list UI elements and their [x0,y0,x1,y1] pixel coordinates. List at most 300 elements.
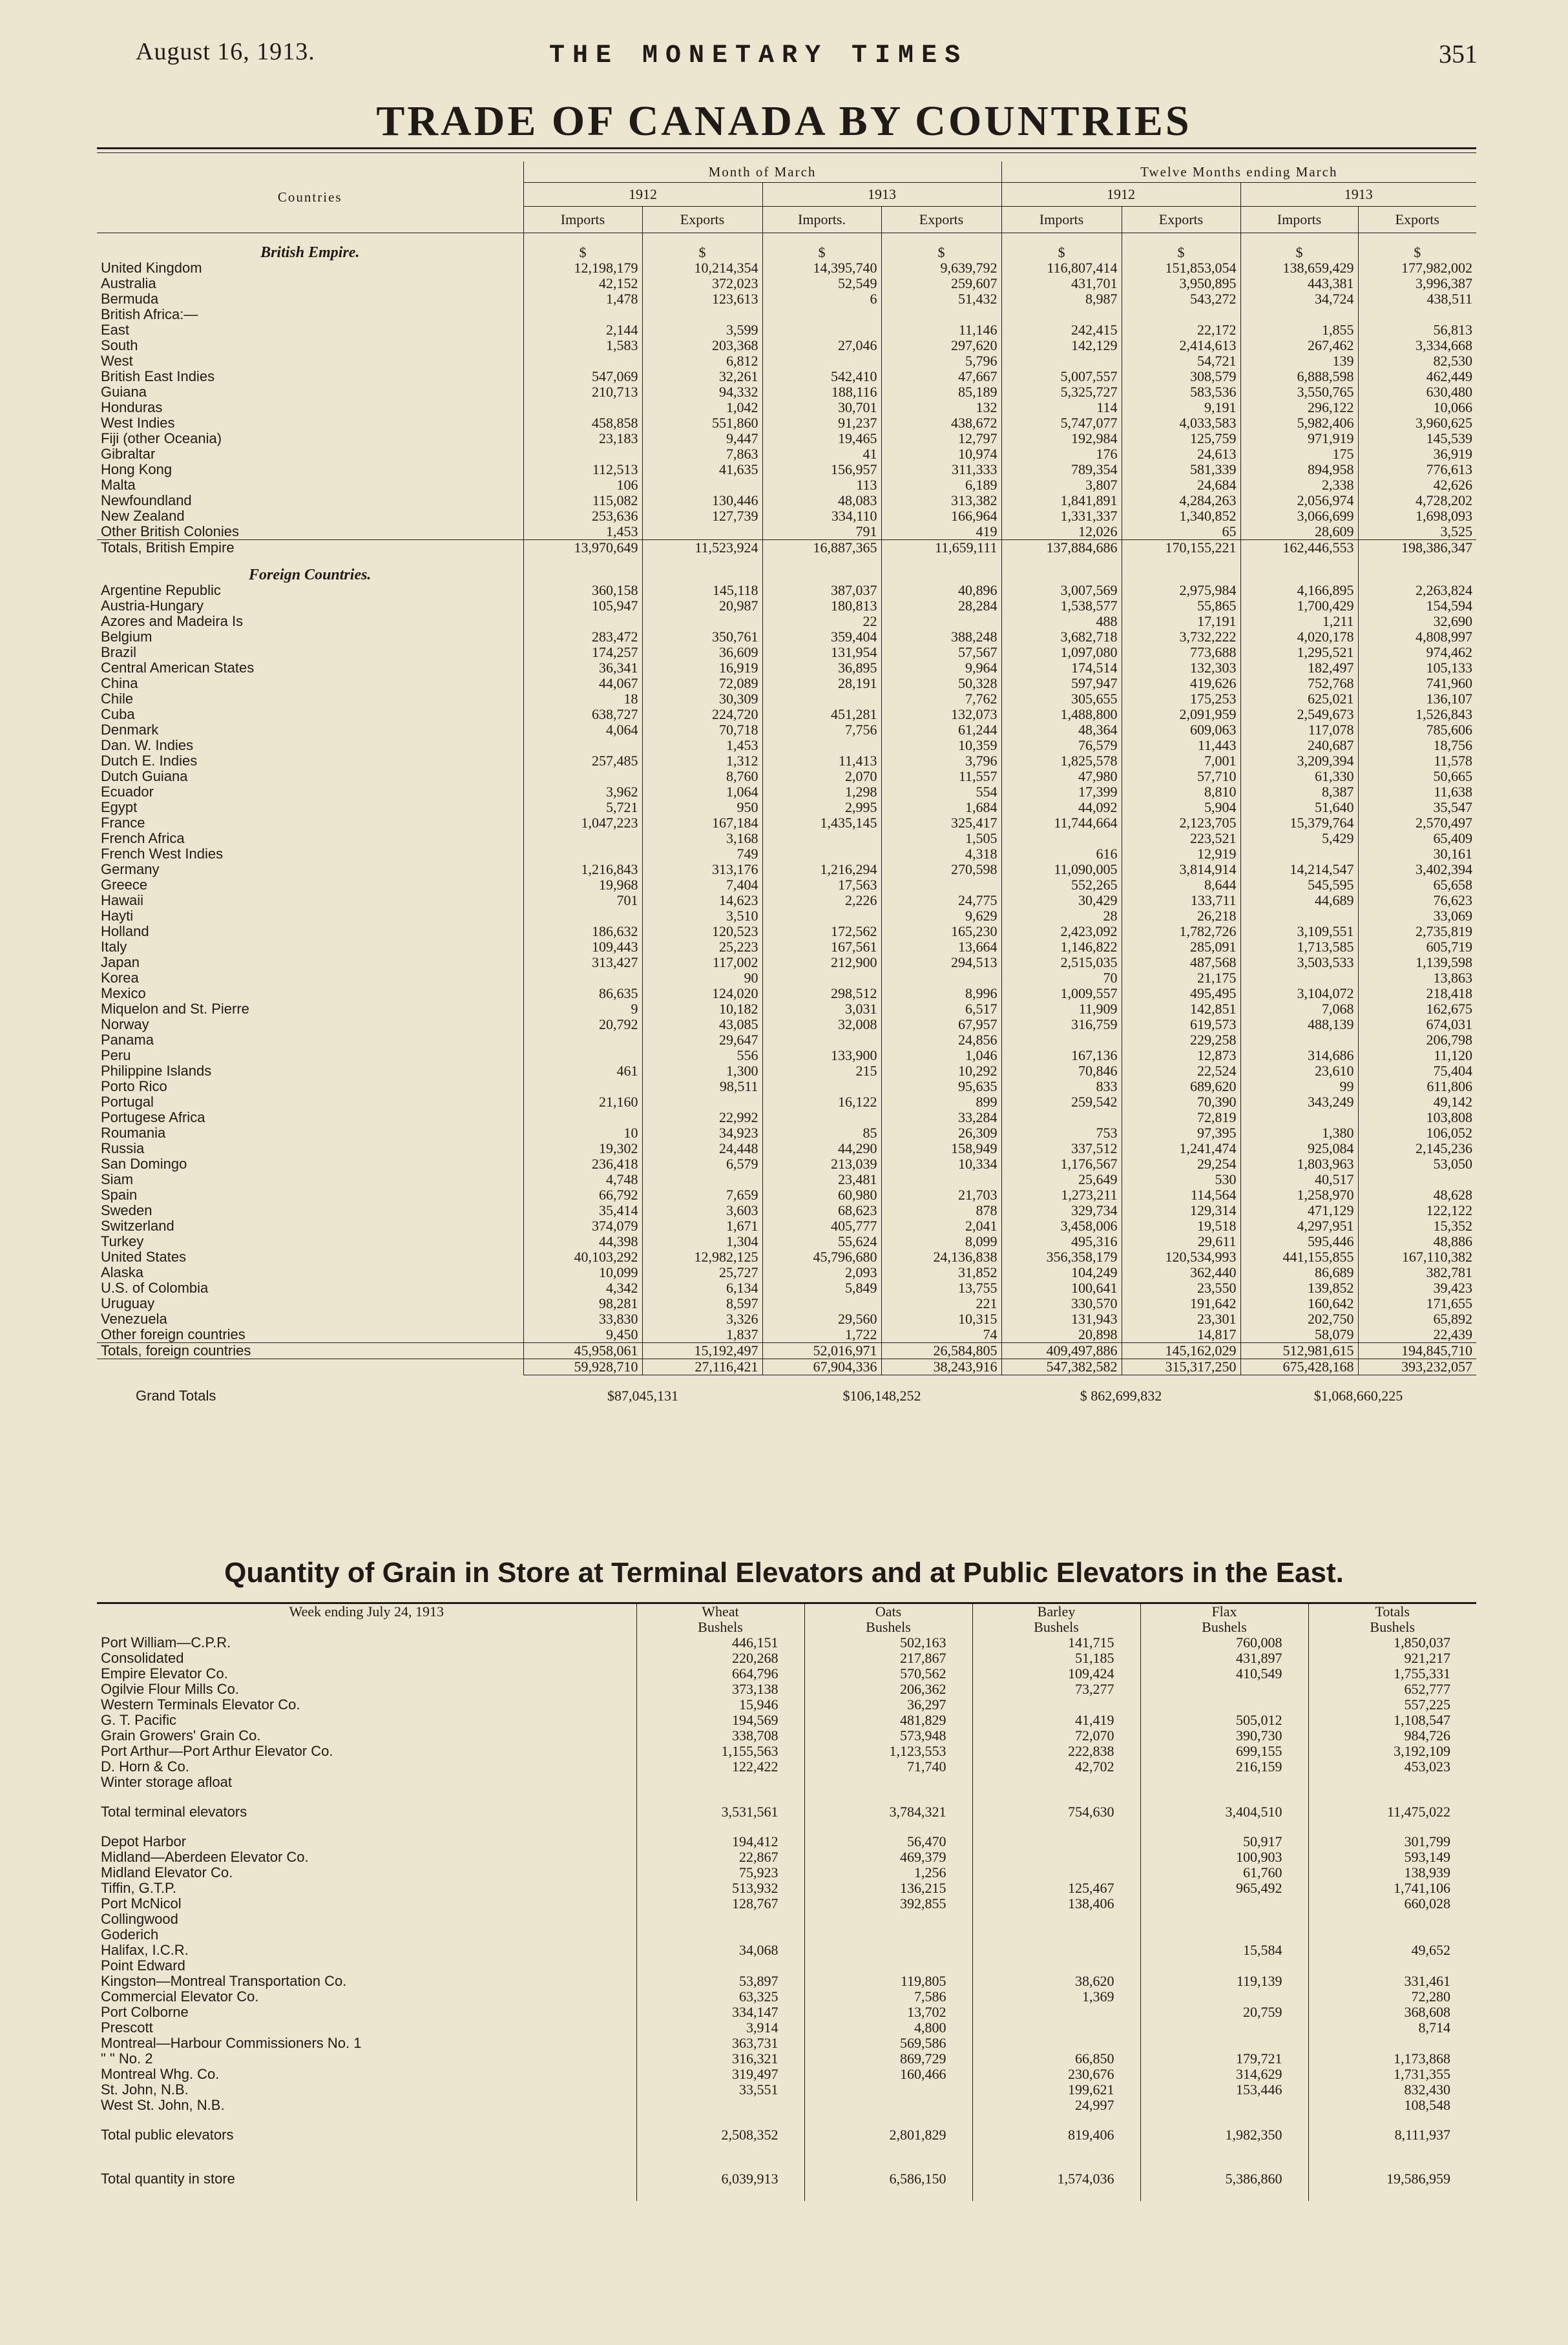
value-cell: 545,595 [1240,877,1358,893]
value-cell: 1,526,843 [1358,707,1476,722]
value-cell: 106,052 [1358,1125,1476,1141]
country-name: Dan. W. Indies [101,738,194,753]
value-cell: 1,176,567 [1001,1156,1122,1172]
value-cell: 4,748 [523,1172,642,1187]
country-name: Russia [101,1141,145,1156]
value-cell: 438,672 [881,415,1001,431]
value-cell [1001,353,1122,369]
value-cell: 625,021 [1240,691,1358,707]
value-cell: 202,750 [1240,1311,1358,1327]
table-row [97,276,1476,291]
value-cell: 7,001 [1122,753,1240,769]
value-cell: 313,427 [523,955,642,970]
table-row [97,598,1476,614]
country-name: West [101,353,133,369]
bushels-cell: 573,948 [804,1728,972,1744]
value-cell: 97,395 [1122,1125,1240,1141]
value-cell: 167,561 [762,939,881,955]
value-cell: 3,104,072 [1240,986,1358,1001]
value-cell: 30,701 [762,400,881,415]
bushels-cell: 217,867 [804,1651,972,1666]
value-cell: 74 [881,1327,1001,1343]
col-wheat: Wheat [636,1603,804,1620]
bushels-cell: 41,419 [972,1713,1140,1728]
bushels-cell [972,1850,1140,1865]
country-name: Newfoundland [101,493,192,508]
bushels-cell: 7,586 [804,1989,972,2005]
value-cell: 6,888,598 [1240,369,1358,384]
bushels-cell: 557,225 [1308,1697,1476,1713]
value-cell: 132,073 [881,707,1001,722]
table-row [97,955,1476,970]
value-cell: 47,980 [1001,769,1122,784]
value-cell: 15,379,764 [1240,815,1358,831]
value-cell: 28 [1001,908,1122,924]
value-cell: 61,330 [1240,769,1358,784]
value-cell: 495,495 [1122,986,1240,1001]
trade-title: TRADE OF CANADA BY COUNTRIES [376,98,1192,145]
table-row [97,508,1476,524]
value-cell: 55,624 [762,1234,881,1249]
elevator-name: Kingston—Montreal Transportation Co. [101,1974,347,1989]
table-row [97,1974,1476,1989]
value-cell: 285,091 [1122,939,1240,955]
table-row [97,524,1476,540]
value-cell: 362,440 [1122,1265,1240,1280]
value-cell: 2,123,705 [1122,815,1240,831]
value-cell: 8,644 [1122,877,1240,893]
table-row [97,676,1476,691]
value-cell [1122,307,1240,322]
value-cell: 611,806 [1358,1079,1476,1094]
value-cell: 3,326 [642,1311,762,1327]
country-name: Miquelon and St. Pierre [101,1001,249,1017]
value-cell: 1,273,211 [1001,1187,1122,1203]
subhead-exports: Exports [642,207,762,233]
value-cell: 54,721 [1122,353,1240,369]
elevator-name: Tiffin, G.T.P. [101,1881,176,1896]
value-cell: 1,538,577 [1001,598,1122,614]
bushels-cell [804,2098,972,2113]
table-row [97,1912,1476,1927]
value-cell [642,524,762,540]
table-row [97,691,1476,707]
value-cell [1240,1110,1358,1125]
elevator-name: Montreal—Harbour Commissioners No. 1 [101,2036,362,2051]
group-twelve: Twelve Months ending March [1001,162,1476,183]
value-cell: 176 [1001,446,1122,462]
value-cell: 7,068 [1240,1001,1358,1017]
value-cell [881,1172,1001,1187]
value-cell: 462,449 [1358,369,1476,384]
value-cell: 139,852 [1240,1280,1358,1296]
value-cell: 3,814,914 [1122,862,1240,877]
value-cell: 51,432 [881,291,1001,307]
bushels-cell: 4,800 [804,2020,972,2036]
bushels-cell [1140,1697,1308,1713]
value-cell: 1,713,585 [1240,939,1358,955]
bushels-cell: 513,932 [636,1881,804,1896]
value-cell: 1,700,429 [1240,598,1358,614]
value-cell: 40,103,292 [523,1249,642,1265]
country-name: Belgium [101,629,152,645]
table-row [97,1218,1476,1234]
value-cell: 419 [881,524,1001,540]
value-cell: 2,995 [762,800,881,815]
table-row [97,1203,1476,1218]
value-cell: 145,162,029 [1122,1343,1240,1359]
value-cell: 177,982,002 [1358,260,1476,276]
country-name: Hayti [101,908,134,924]
value-cell: 753 [1001,1125,1122,1141]
value-cell: 12,873 [1122,1048,1240,1063]
bushels-cell: 1,574,036 [972,2157,1140,2201]
value-cell: 171,655 [1358,1296,1476,1311]
country-name: French West Indies [101,846,224,862]
value-cell: 10,066 [1358,400,1476,415]
grand-total-value: $106,148,252 [762,1375,1001,1404]
value-cell: 1,841,891 [1001,493,1122,508]
table-row [97,1989,1476,2005]
value-cell [881,614,1001,629]
bushels-cell: 73,277 [972,1682,1140,1697]
value-cell: 487,568 [1122,955,1240,970]
bushels-cell: 569,586 [804,2036,972,2051]
value-cell: 229,258 [1122,1032,1240,1048]
value-cell: 29,254 [1122,1156,1240,1172]
value-cell: 10,182 [642,1001,762,1017]
value-cell: 103,808 [1358,1110,1476,1125]
table-row [97,2051,1476,2067]
bushels-cell [804,1927,972,1943]
value-cell: 28,191 [762,676,881,691]
bushels-cell [1140,1775,1308,1790]
value-cell: 325,417 [881,815,1001,831]
value-cell: 61,244 [881,722,1001,738]
country-name: San Domingo [101,1156,187,1172]
bushels-cell: 481,829 [804,1713,972,1728]
value-cell: 1,042 [642,400,762,415]
value-cell [762,970,881,986]
bushels-cell [1308,1958,1476,1974]
bushels-cell: 334,147 [636,2005,804,2020]
table-row [97,1927,1476,1943]
value-cell: 3,503,533 [1240,955,1358,970]
bushels-cell [972,2005,1140,2020]
value-cell: 925,084 [1240,1141,1358,1156]
bushels-cell: 2,508,352 [636,2113,804,2157]
value-cell: 9,191 [1122,400,1240,415]
value-cell: 298,512 [762,986,881,1001]
value-cell: 133,900 [762,1048,881,1063]
table-row [97,1280,1476,1296]
value-cell: 7,404 [642,877,762,893]
value-cell: 11,578 [1358,753,1476,769]
title-rule-thin [97,152,1476,153]
value-cell: 11,638 [1358,784,1476,800]
table-row [97,1958,1476,1974]
value-cell: 124,020 [642,986,762,1001]
value-cell: 1,331,337 [1001,508,1122,524]
value-cell: 1,453 [642,738,762,753]
value-cell: 29,560 [762,1311,881,1327]
currency-sign: $ [1240,233,1358,261]
value-cell: 8,387 [1240,784,1358,800]
value-cell: 34,724 [1240,291,1358,307]
value-cell [642,1172,762,1187]
grand-total-value: $1,068,660,225 [1240,1375,1476,1404]
value-cell: 23,550 [1122,1280,1240,1296]
country-name: Japan [101,955,140,970]
bushels-cell: 160,466 [804,2067,972,2082]
value-cell: 218,418 [1358,986,1476,1001]
country-name: Sweden [101,1203,152,1218]
table-row [97,1775,1476,1790]
value-cell: 48,364 [1001,722,1122,738]
value-cell: 40,896 [881,583,1001,598]
value-cell: 311,333 [881,462,1001,477]
bushels-cell: 1,123,553 [804,1744,972,1759]
value-cell [762,1079,881,1094]
bushels-cell: 453,023 [1308,1759,1476,1775]
bushels-cell: 22,867 [636,1850,804,1865]
value-cell: 100,641 [1001,1280,1122,1296]
value-cell: 151,853,054 [1122,260,1240,276]
value-cell: 85,189 [881,384,1001,400]
country-name: Spain [101,1187,138,1203]
value-cell: 60,980 [762,1187,881,1203]
country-name: United Kingdom [101,260,202,276]
bushels-cell: 1,173,868 [1308,2051,1476,2067]
table-row [97,1296,1476,1311]
value-cell: 27,046 [762,338,881,353]
value-cell: 11,659,111 [881,540,1001,556]
value-cell: 154,594 [1358,598,1476,614]
value-cell: 22,172 [1122,322,1240,338]
table-row [97,707,1476,722]
bushels-cell [804,1958,972,1974]
value-cell: 16,122 [762,1094,881,1110]
value-cell: 224,720 [642,707,762,722]
value-cell: 48,083 [762,493,881,508]
value-cell: 172,562 [762,924,881,939]
value-cell: 4,318 [881,846,1001,862]
value-cell: 6,812 [642,353,762,369]
value-cell: 30,309 [642,691,762,707]
value-cell: 221 [881,1296,1001,1311]
value-cell: 14,214,547 [1240,862,1358,877]
value-cell: 5,007,557 [1001,369,1122,384]
year-header: 1912 [523,183,762,207]
country-name: Roumania [101,1125,166,1141]
value-cell: 36,609 [642,645,762,660]
bushels-cell: 56,470 [804,1834,972,1850]
bushels-cell: 108,548 [1308,2098,1476,2113]
bushels-cell: 832,430 [1308,2082,1476,2098]
bushels-cell: 921,217 [1308,1651,1476,1666]
value-cell: 8,996 [881,986,1001,1001]
value-cell: 329,734 [1001,1203,1122,1218]
value-cell: 350,761 [642,629,762,645]
bushels-cell: 109,424 [972,1666,1140,1682]
value-cell: 313,382 [881,493,1001,508]
elevator-name: G. T. Pacific [101,1713,176,1728]
country-name: Brazil [101,645,137,660]
value-cell: 10,292 [881,1063,1001,1079]
value-cell: 6,579 [642,1156,762,1172]
bushels-cell: 664,796 [636,1666,804,1682]
value-cell: 547,382,582 [1001,1359,1122,1375]
bushels-cell [636,2098,804,2113]
value-cell: 3,458,006 [1001,1218,1122,1234]
value-cell: 2,515,035 [1001,955,1122,970]
elevator-name: Montreal Whg. Co. [101,2067,220,2082]
bushels-cell: 100,903 [1140,1850,1308,1865]
value-cell: 530 [1122,1172,1240,1187]
value-cell: 1,478 [523,291,642,307]
value-cell: 160,642 [1240,1296,1358,1311]
value-cell: 65,892 [1358,1311,1476,1327]
value-cell: 106 [523,477,642,493]
bushels-cell: 363,731 [636,2036,804,2051]
value-cell: 441,155,855 [1240,1249,1358,1265]
value-cell: 165,230 [881,924,1001,939]
country-name: Switzerland [101,1218,174,1234]
bushels-cell: 38,620 [972,1974,1140,1989]
table-row [97,2113,1476,2157]
table-row [97,738,1476,753]
table-row [97,1682,1476,1697]
value-cell: 3,950,895 [1122,276,1240,291]
value-cell [642,307,762,322]
value-cell [762,322,881,338]
bushels-cell: 19,586,959 [1308,2157,1476,2201]
value-cell: 488 [1001,614,1122,629]
value-cell: 10,315 [881,1311,1001,1327]
table-row [97,400,1476,415]
value-cell: 41 [762,446,881,462]
value-cell [1001,1110,1122,1125]
value-cell: 6,189 [881,477,1001,493]
value-cell: 22,524 [1122,1063,1240,1079]
bushels-cell: 3,192,109 [1308,1744,1476,1759]
value-cell: 270,598 [881,862,1001,877]
value-cell [1240,846,1358,862]
value-cell: 1,241,474 [1122,1141,1240,1156]
value-cell: 597,947 [1001,676,1122,691]
group-month: Month of March [523,162,1001,183]
bushels-cell: 1,369 [972,1989,1140,2005]
table-row [97,1850,1476,1865]
value-cell [1240,908,1358,924]
value-cell: 2,735,819 [1358,924,1476,939]
value-cell: 1,064 [642,784,762,800]
bushels-cell: 316,321 [636,2051,804,2067]
bushels-cell: 3,914 [636,2020,804,2036]
value-cell: 23,301 [1122,1311,1240,1327]
value-cell: 1,298 [762,784,881,800]
subhead-imports: Imports [1240,207,1358,233]
value-cell: 70 [1001,970,1122,986]
value-cell: 551,860 [642,415,762,431]
value-cell: 1,304 [642,1234,762,1249]
value-cell: 4,284,263 [1122,493,1240,508]
table-row [97,1635,1476,1651]
table-row [97,307,1476,322]
value-cell: 3,510 [642,908,762,924]
value-cell: 109,443 [523,939,642,955]
bushels-cell: 13,702 [804,2005,972,2020]
value-cell: 9,629 [881,908,1001,924]
bushels-cell [972,1958,1140,1974]
bushels-cell: 138,406 [972,1896,1140,1912]
country-name: Porto Rico [101,1079,167,1094]
bushels-cell [1140,1912,1308,1927]
value-cell: 776,613 [1358,462,1476,477]
value-cell: 4,728,202 [1358,493,1476,508]
value-cell: 36,341 [523,660,642,676]
bushels-cell [972,1834,1140,1850]
bushels-cell: 392,855 [804,1896,972,1912]
value-cell: 45,958,061 [523,1343,642,1359]
bushels-cell: 216,159 [1140,1759,1308,1775]
value-cell: 393,232,057 [1358,1359,1476,1375]
value-cell [762,1110,881,1125]
table-row [97,260,1476,276]
bushels-cell: 136,215 [804,1881,972,1896]
country-name: Azores and Madeira Is [101,614,244,629]
value-cell: 675,428,168 [1240,1359,1358,1375]
value-cell: 68,623 [762,1203,881,1218]
bushels-cell: 194,569 [636,1713,804,1728]
table-row [97,1651,1476,1666]
value-cell: 619,573 [1122,1017,1240,1032]
year-header: 1913 [1240,183,1476,207]
table-row [97,815,1476,831]
table-row [97,924,1476,939]
value-cell: 305,655 [1001,691,1122,707]
bushels-cell [1140,1989,1308,2005]
value-cell: 257,485 [523,753,642,769]
table-row [97,1234,1476,1249]
table-row [97,1187,1476,1203]
unit-label: Bushels [636,1620,804,1635]
table-row [97,970,1476,986]
value-cell: 3,525 [1358,524,1476,540]
value-cell: 82,530 [1358,353,1476,369]
value-cell: 32,261 [642,369,762,384]
table-row [97,1156,1476,1172]
elevator-name: Collingwood [101,1912,178,1927]
value-cell: 1,340,852 [1122,508,1240,524]
value-cell: 51,640 [1240,800,1358,815]
value-cell: 15,352 [1358,1218,1476,1234]
currency-sign: $ [881,233,1001,261]
value-cell: 4,064 [523,722,642,738]
table-row [97,908,1476,924]
value-cell: 438,511 [1358,291,1476,307]
value-cell: 122,122 [1358,1203,1476,1218]
bushels-cell [636,1775,804,1790]
table-row [97,1249,1476,1265]
table-row [97,660,1476,676]
value-cell: 44,290 [762,1141,881,1156]
value-cell: 170,155,221 [1122,540,1240,556]
value-cell: 167,184 [642,815,762,831]
value-cell: 11,443 [1122,738,1240,753]
value-cell: 132 [881,400,1001,415]
value-cell: 2,414,613 [1122,338,1240,353]
